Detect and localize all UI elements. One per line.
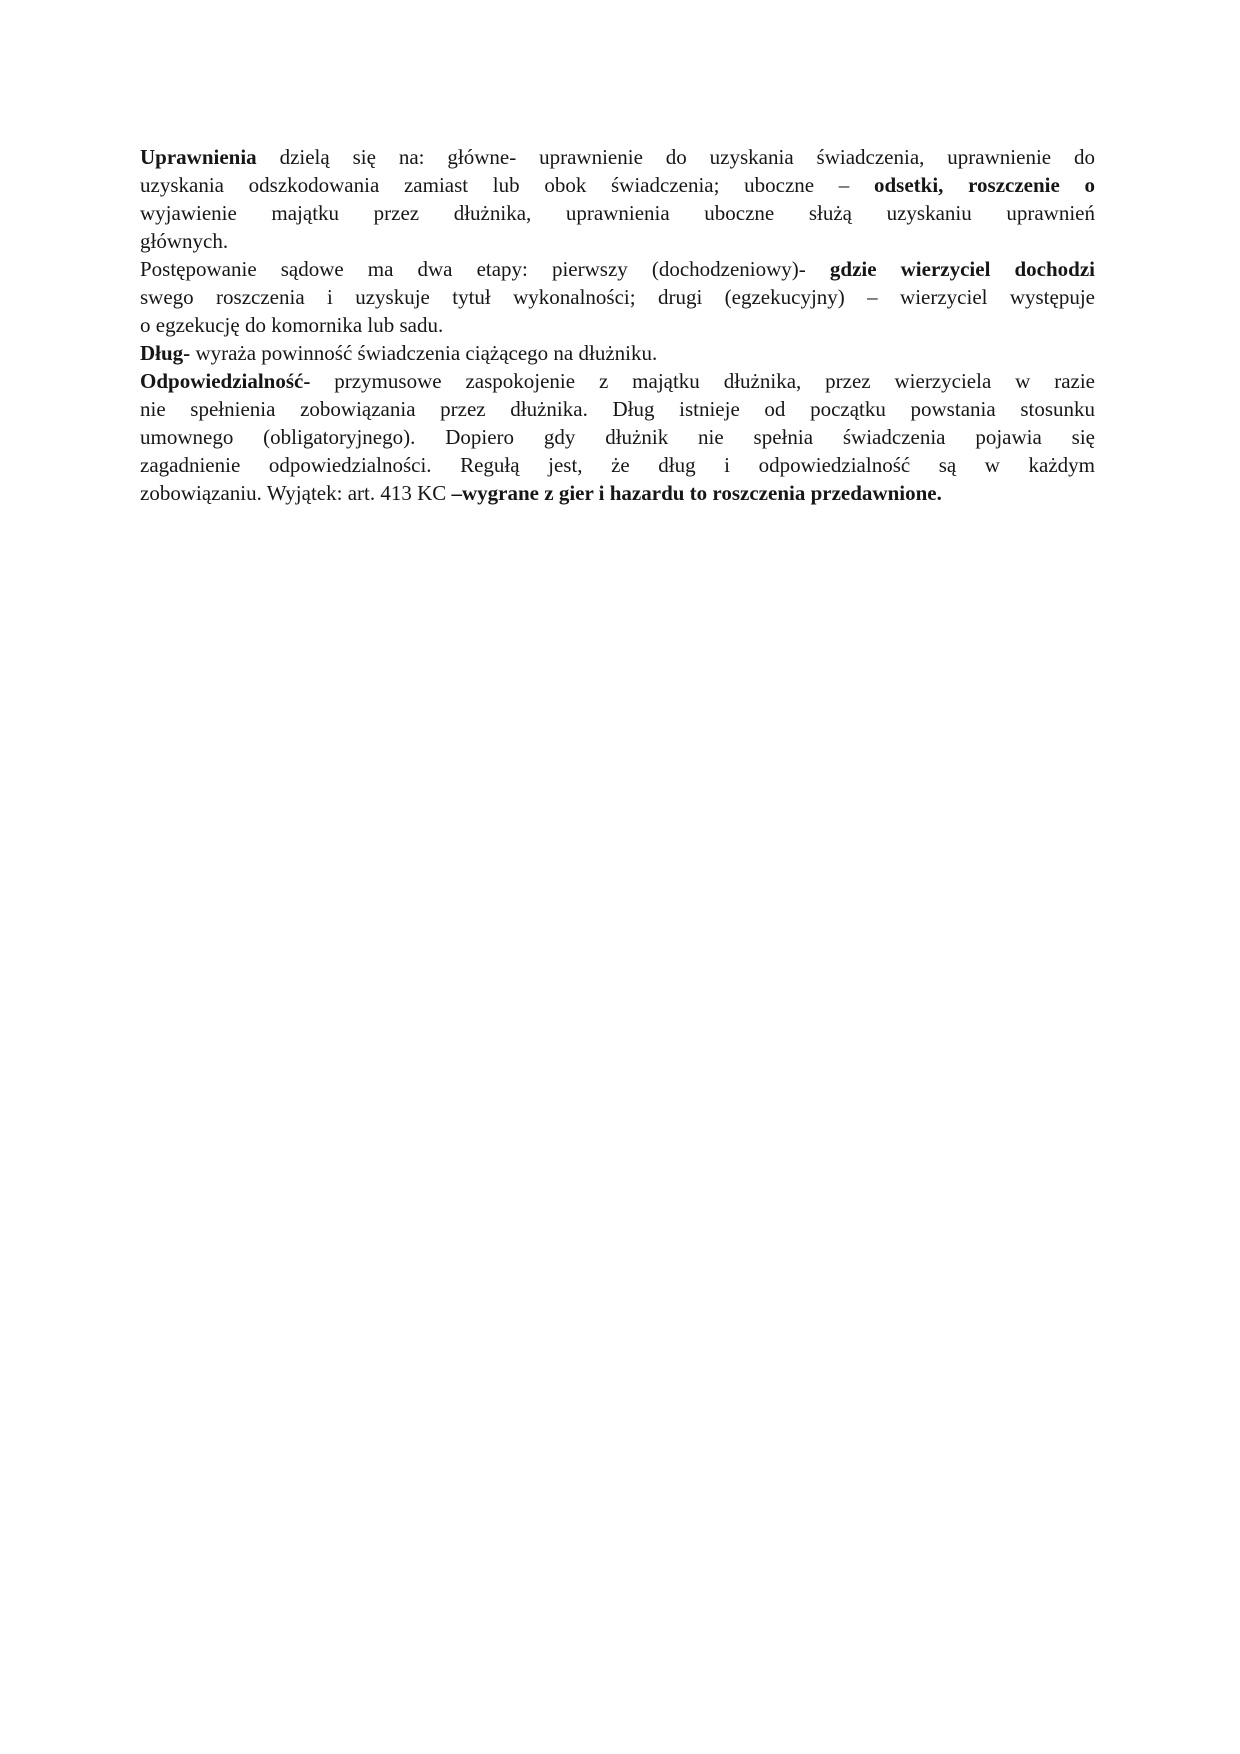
paragraph-uprawnienia [140, 143, 1095, 255]
bold-text-run: Dług- [140, 341, 191, 365]
paragraph-postepowanie-sadowe [140, 255, 1095, 339]
text-run: Postępowanie sądowe ma dwa etapy: pierwszy (dochodzeniowy)- [140, 257, 830, 281]
text-run: nie spełnienia zobowiązania przez dłużnika. Dług istnieje od początku powstania stosunku [140, 397, 1095, 421]
paragraph-odpowiedzialnosc [140, 367, 1095, 507]
text-run: o egzekucję do komornika lub sadu. [140, 313, 444, 337]
text-run: uzyskania odszkodowania zamiast lub obok świadczenia; uboczne – [140, 173, 874, 197]
bold-text-run: odsetki, roszczenie o [873, 173, 1095, 197]
text-line [140, 255, 1095, 283]
text-run: umownego (obligatoryjnego). Dopiero gdy dłużnik nie spełnia świadczenia pojawia się [140, 425, 1095, 449]
text-line [140, 143, 1095, 171]
bold-text-run: Odpowiedzialność- [140, 369, 311, 393]
text-line [140, 367, 1095, 395]
bold-text-run: Uprawnienia [140, 145, 257, 169]
text-run: wyraża powinność świadczenia ciążącego na dłużniku. [190, 341, 658, 365]
text-run: swego roszczenia i uzyskuje tytuł wykonalności; drugi (egzekucyjny) – wierzyciel występuje [140, 285, 1095, 309]
text-line [140, 451, 1095, 479]
text-run: głównych. [140, 229, 229, 253]
text-line [140, 199, 1095, 227]
bold-text-run: –wygrane z gier i hazardu to roszczenia przedawnione. [451, 481, 942, 505]
text-line [140, 311, 1095, 339]
text-run: dzielą się na: główne- uprawnienie do uzyskania świadczenia, uprawnienie do [256, 145, 1095, 169]
text-line [140, 479, 1095, 507]
text-run: zobowiązaniu. Wyjątek: art. 413 KC [140, 481, 452, 505]
bold-text-run: gdzie wierzyciel dochodzi [829, 257, 1095, 281]
text-line [140, 171, 1095, 199]
text-run: zagadnienie odpowiedzialności. Regułą jest, że dług i odpowiedzialność są w każdym [140, 453, 1095, 477]
text-line [140, 283, 1095, 311]
text-run: przymusowe zaspokojenie z majątku dłużnika, przez wierzyciela w razie [310, 369, 1095, 393]
paragraph-dlug [140, 339, 1095, 367]
text-run: wyjawienie majątku przez dłużnika, uprawnienia uboczne służą uzyskaniu uprawnień [140, 201, 1095, 225]
text-line [140, 339, 1095, 367]
text-line [140, 395, 1095, 423]
text-line [140, 227, 1095, 255]
text-line [140, 423, 1095, 451]
document-text-block [140, 143, 1095, 507]
